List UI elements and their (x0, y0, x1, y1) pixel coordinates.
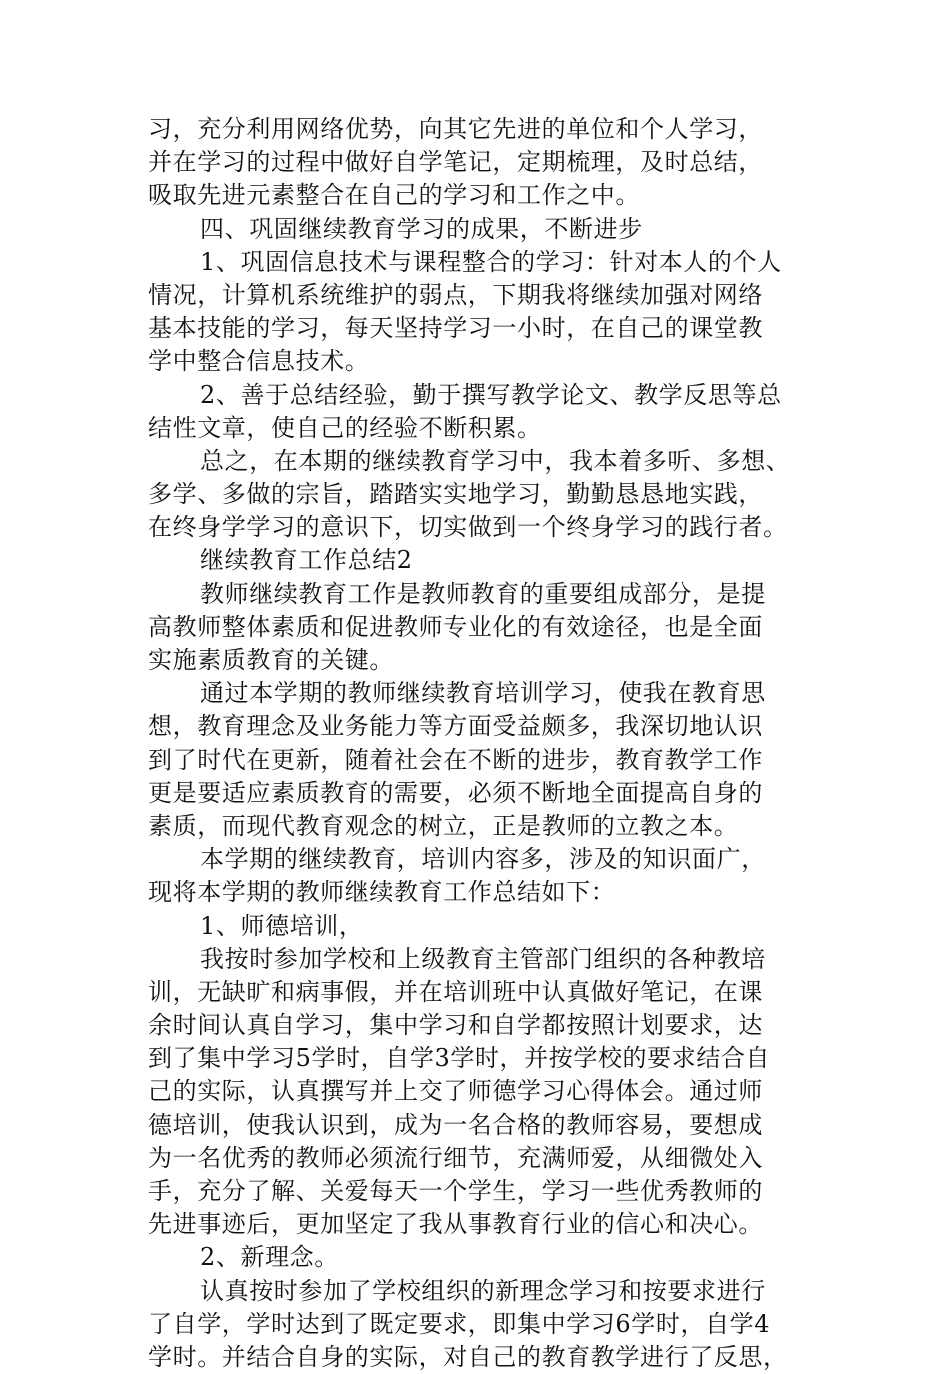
section-heading: 1、师德培训， (200, 911, 364, 940)
text-line: 了自学，学时达到了既定要求，即集中学习6学时，自学4 (148, 1309, 771, 1338)
text-line: 吸取先进元素整合在自己的学习和工作之中。 (148, 181, 640, 210)
text-line: 认真按时参加了学校组织的新理念学习和按要求进行 (200, 1276, 766, 1305)
text-line: 习，充分利用网络优势，向其它先进的单位和个人学习， (148, 115, 763, 143)
text-line: 总之，在本期的继续教育学习中，我本着多听、多想、 (200, 446, 791, 475)
text-line: 手，充分了解、关爱每天一个学生，学习一些优秀教师的 (148, 1177, 763, 1205)
text-line: 训，无缺旷和病事假，并在培训班中认真做好笔记，在课 (148, 977, 763, 1006)
document-body (148, 113, 808, 1374)
text-line: 基本技能的学习，每天坚持学习一小时，在自己的课堂教 (148, 314, 763, 343)
text-line: 1、巩固信息技术与课程整合的学习：针对本人的个人 (200, 247, 782, 276)
text-line: 并在学习的过程中做好自学笔记，定期梳理，及时总结， (148, 148, 763, 177)
text-line: 为一名优秀的教师必须流行细节，充满师爱，从细微处入 (148, 1143, 763, 1172)
text-line: 结性文章，使自己的经验不断积累。 (148, 413, 542, 442)
text-line: 现将本学期的教师继续教育工作总结如下： (148, 878, 616, 907)
text-line: 多学、多做的宗旨，踏踏实实地学习，勤勤恳恳地实践， (148, 480, 763, 509)
text-line: 先进事迹后，更加坚定了我从事教育行业的信心和决心。 (148, 1210, 763, 1239)
text-line: 德培训，使我认识到，成为一名合格的教师容易，要想成 (148, 1110, 763, 1139)
text-line: 在终身学学习的意识下，切实做到一个终身学习的践行者。 (148, 513, 788, 542)
section-title: 继续教育工作总结2 (200, 546, 413, 575)
text-line: 实施素质教育的关键。 (148, 646, 394, 674)
text-line: 教师继续教育工作是教师教育的重要组成部分，是提 (200, 579, 766, 608)
text-line: 学时。并结合自身的实际，对自己的教育教学进行了反思， (148, 1342, 788, 1371)
text-line: 到了集中学习5学时，自学3学时，并按学校的要求结合自 (148, 1044, 771, 1073)
text-line: 高教师整体素质和促进教师专业化的有效途径，也是全面 (148, 612, 763, 641)
text-line: 2、善于总结经验，勤于撰写教学论文、教学反思等总 (200, 380, 782, 409)
text-line: 情况，计算机系统维护的弱点，下期我将继续加强对网络 (148, 280, 763, 309)
text-line: 余时间认真自学习，集中学习和自学都按照计划要求，达 (148, 1011, 763, 1040)
section-heading: 2、新理念。 (200, 1243, 339, 1272)
text-line: 己的实际，认真撰写并上交了师德学习心得体会。通过师 (148, 1077, 763, 1106)
text-line: 通过本学期的教师继续教育培训学习，使我在教育思 (200, 679, 766, 708)
text-line: 素质，而现代教育观念的树立，正是教师的立教之本。 (148, 811, 739, 840)
text-line: 更是要适应素质教育的需要，必须不断地全面提高自身的 (148, 778, 763, 807)
text-line: 学中整合信息技术。 (148, 347, 370, 376)
text-line: 到了时代在更新，随着社会在不断的进步，教育教学工作 (148, 745, 763, 774)
section-heading: 四、巩固继续教育学习的成果，不断进步 (200, 214, 643, 243)
text-line: 本学期的继续教育，培训内容多，涉及的知识面广， (200, 845, 766, 874)
text-line: 我按时参加学校和上级教育主管部门组织的各种教培 (200, 944, 766, 973)
text-line: 想，教育理念及业务能力等方面受益颇多，我深切地认识 (148, 712, 763, 741)
